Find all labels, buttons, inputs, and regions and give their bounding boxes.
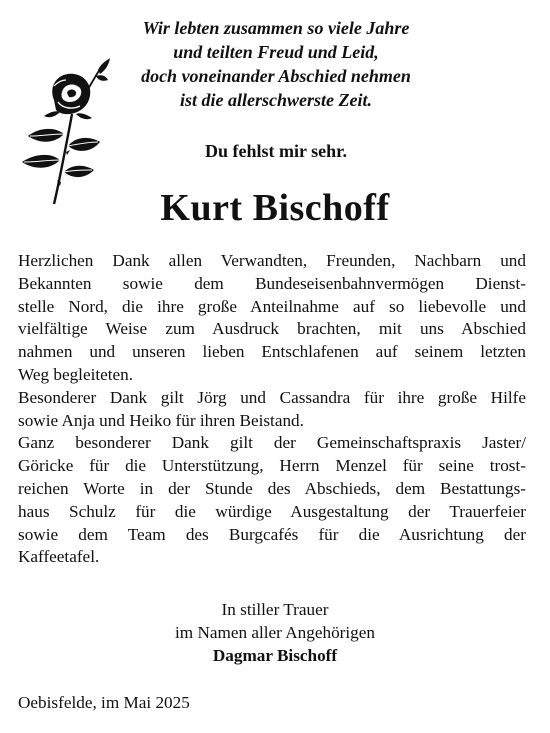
place-date: Oebisfelde, im Mai 2025	[18, 693, 190, 712]
text-line: stelle Nord, die ihre große Anteilnahme auf so liebevolle und	[18, 296, 526, 316]
text-line: Ganz besonderer Dank gilt der Gemeinschaftspraxis Jaster/	[18, 433, 526, 453]
signer-name: Dagmar Bischoff	[212, 646, 338, 665]
poem	[104, 16, 448, 112]
deceased-name: Kurt Bischoff	[160, 187, 390, 229]
text-line: Kaffeetafel.	[18, 547, 100, 567]
poem-line: Wir lebten zusammen so viele Jahre	[142, 18, 410, 38]
closing-line: im Namen aller Angehörigen	[175, 623, 375, 642]
text-line: sowie Anja und Heiko für ihren Beistand.	[18, 410, 304, 430]
text-line: Weg begleiteten.	[18, 364, 134, 384]
text-line: nahmen und unseren lieben Entschlafenen auf seinem letzten	[18, 342, 526, 362]
text-line: sowie dem Team des Burgcafés für die Ausrichtung der	[18, 524, 526, 544]
poem-line: ist die allerschwerste Zeit.	[180, 90, 372, 110]
text-line: Besonderer Dank gilt Jörg und Cassandra für ihre große Hilfe	[18, 387, 526, 407]
poem-line: doch voneinander Abschied nehmen	[141, 66, 411, 86]
text-line: vielfältige Weise zum Ausdruck brachten, mit uns Abschied	[18, 319, 526, 339]
text-line: Bekannten sowie dem Bundeseisenbahnvermögen Dienst-	[18, 273, 526, 293]
text-line: Herzlichen Dank allen Verwandten, Freunden, Nachbarn und	[18, 251, 526, 270]
thanks-text	[18, 250, 526, 569]
poem-line: und teilten Freud und Leid,	[173, 42, 379, 62]
text-line: reichen Worte in der Stunde des Abschieds, dem Bestattungs-	[18, 478, 526, 498]
text-line: haus Schulz für die würdige Ausgestaltung der Trauerfeier	[18, 501, 526, 521]
miss-line: Du fehlst mir sehr.	[204, 141, 347, 161]
closing-block	[0, 598, 550, 667]
closing-line: In stiller Trauer	[221, 600, 329, 619]
text-line: Göricke für die Unterstützung, Herrn Menzel für seine trost-	[18, 456, 526, 476]
